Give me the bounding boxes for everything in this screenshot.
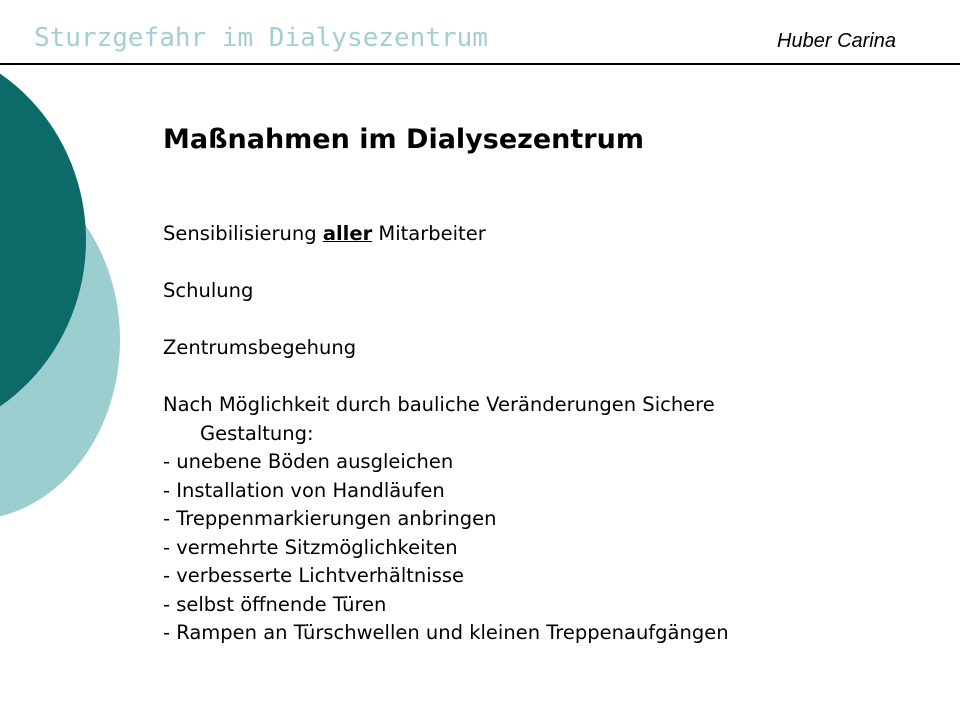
sensitization-emphasis: aller bbox=[322, 222, 373, 245]
item-structural-changes: Nach Möglichkeit durch bauliche Veränderungen Sichere bbox=[163, 393, 715, 416]
paragraph-spacer bbox=[163, 363, 923, 392]
list-item: - selbst öffnende Türen bbox=[163, 592, 387, 616]
list-item: - unebene Böden ausgleichen bbox=[163, 450, 454, 473]
list-item: - Treppenmarkierungen anbringen bbox=[163, 507, 497, 530]
item-inspection: Zentrumsbegehung bbox=[163, 336, 357, 359]
item-structural-changes-continued: Gestaltung: bbox=[200, 421, 314, 445]
sensitization-text-before: Sensibilisierung bbox=[163, 222, 323, 245]
sensitization-text-after: Mitarbeiter bbox=[372, 222, 486, 245]
list-item: - vermehrte Sitzmöglichkeiten bbox=[163, 535, 458, 559]
list-item: - Rampen an Türschwellen und kleinen Treppenaufgängen bbox=[163, 621, 729, 644]
paragraph-spacer bbox=[163, 306, 923, 335]
header-divider bbox=[0, 63, 960, 65]
paragraph-spacer bbox=[163, 249, 923, 278]
list-item: - Installation von Handläufen bbox=[163, 478, 445, 502]
author-name: Huber Carina bbox=[777, 30, 896, 52]
item-sensitization bbox=[163, 220, 923, 249]
list-item: - verbesserte Lichtverhältnisse bbox=[163, 564, 465, 587]
presentation-title: Sturzgefahr im Dialysezentrum bbox=[34, 23, 488, 53]
item-training: Schulung bbox=[163, 279, 254, 302]
measures-list bbox=[163, 448, 923, 648]
slide-body bbox=[163, 220, 923, 648]
slide-heading: Maßnahmen im Dialysezentrum bbox=[163, 124, 644, 155]
